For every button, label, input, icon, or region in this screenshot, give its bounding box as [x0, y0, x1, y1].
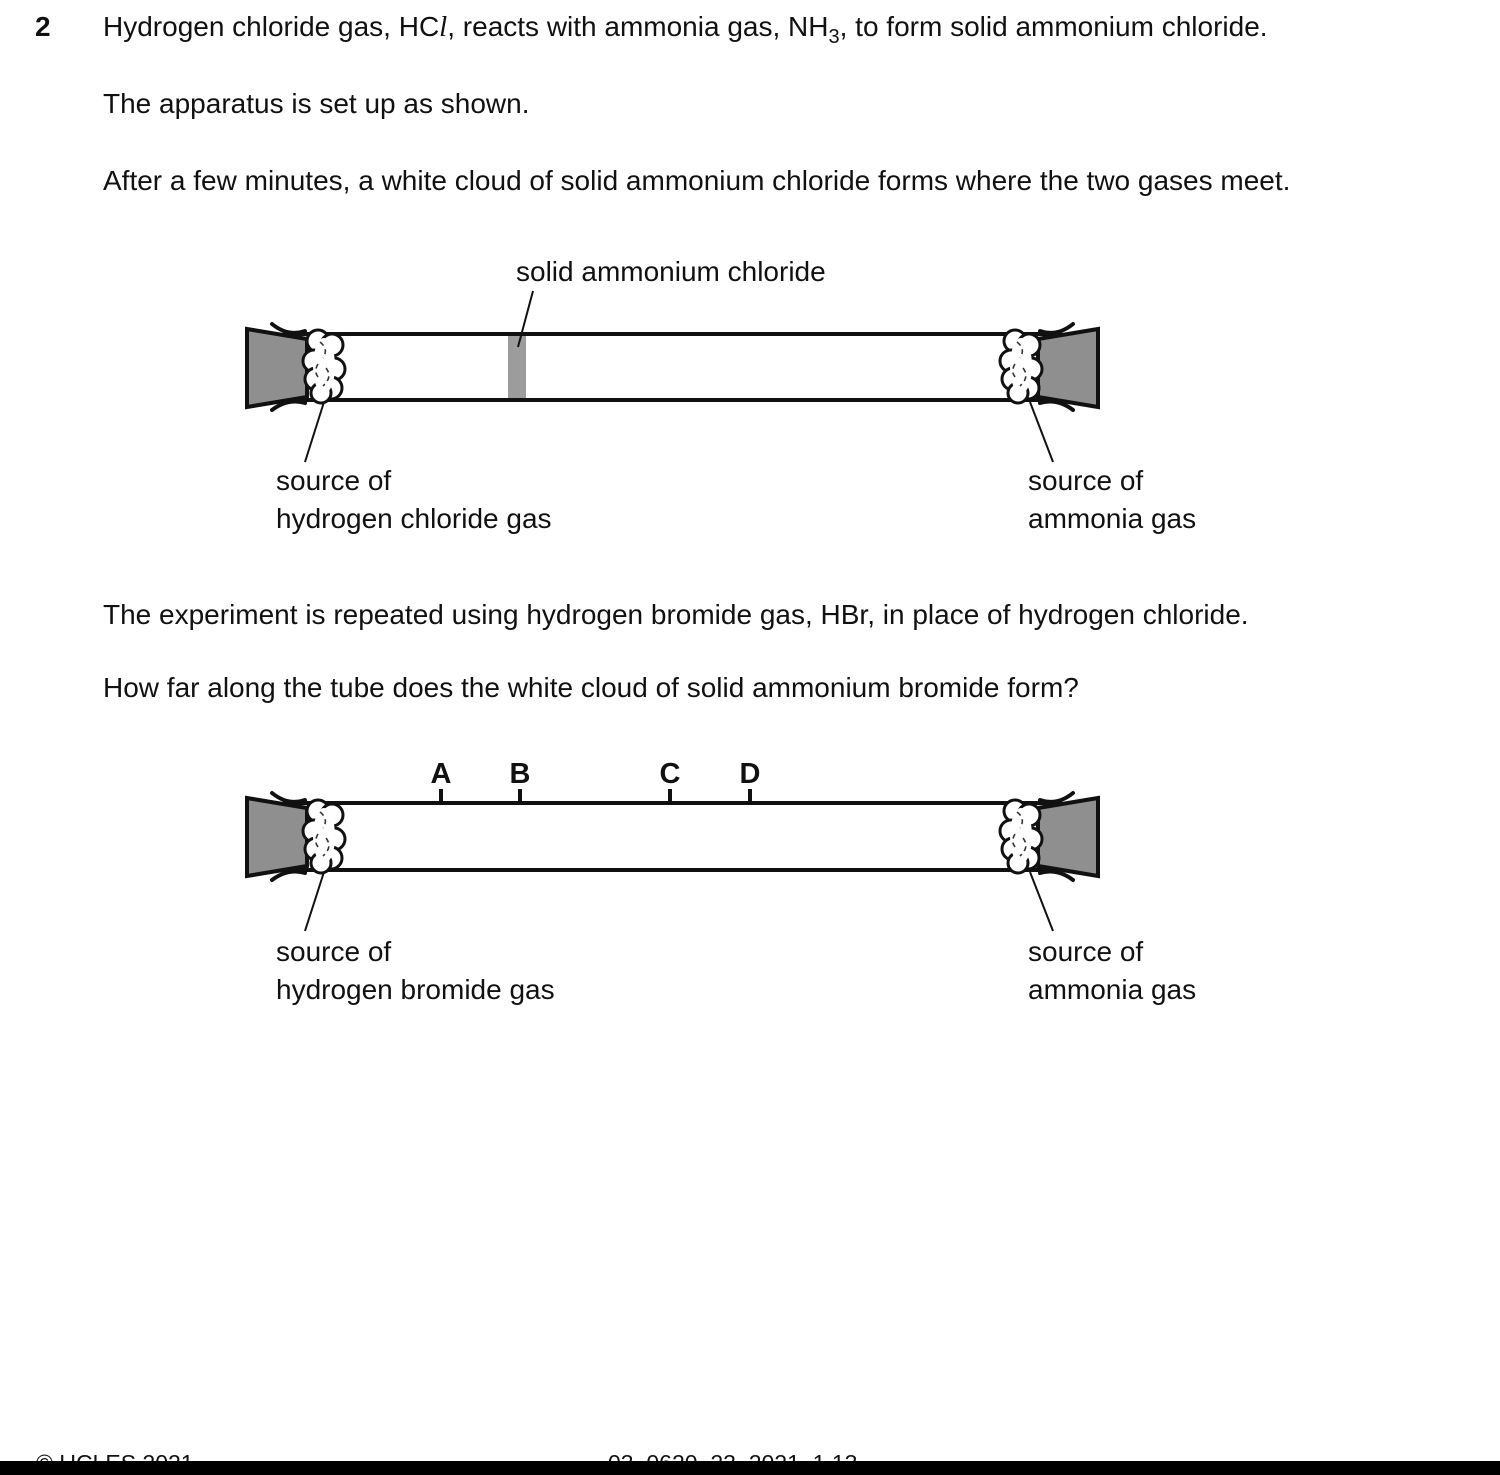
- ammonia-source-label-line2: ammonia gas: [1028, 974, 1197, 1005]
- intro-text-part3: , to form solid ammonium chloride.: [839, 11, 1268, 42]
- hbr-source-label-line2: hydrogen bromide gas: [276, 974, 555, 1005]
- apparatus-statement: The apparatus is set up as shown.: [103, 88, 530, 119]
- right-stopper: [1038, 329, 1098, 407]
- repeat-experiment-statement: The experiment is repeated using hydrogen bromide gas, HBr, in place of hydrogen chloride.: [103, 599, 1249, 630]
- intro-text-part1: Hydrogen chloride gas, HC: [103, 11, 440, 42]
- tube2-right-top-flare: [1040, 793, 1073, 802]
- question-number: 2: [35, 11, 51, 42]
- question-prompt: How far along the tube does the white cloud of solid ammonium bromide form?: [103, 672, 1079, 703]
- marker-d-label: D: [739, 758, 761, 790]
- cotton-wool-right: [1000, 330, 1042, 403]
- white-cloud-statement: After a few minutes, a white cloud of solid ammonium chloride forms where the two gases meet.: [103, 165, 1291, 196]
- tube2-left-top-flare: [272, 793, 305, 802]
- nh3-subscript: 3: [828, 26, 840, 48]
- left-stopper: [247, 798, 307, 876]
- question-intro-paragraph: [103, 10, 1268, 48]
- intro-text-part2: , reacts with ammonia gas, NH: [447, 11, 829, 42]
- right-stopper: [1038, 798, 1098, 876]
- band-label: solid ammonium chloride: [516, 256, 826, 287]
- bottom-scan-bar: [0, 1461, 1500, 1475]
- hcl-source-leader-line: [305, 402, 324, 462]
- hcl-italic-l: l: [439, 11, 448, 43]
- ammonia-source-label-line2: ammonia gas: [1028, 503, 1197, 534]
- tube1-left-top-flare: [272, 324, 305, 333]
- cotton-wool-left: [303, 330, 345, 403]
- tube1-right-top-flare: [1040, 324, 1073, 333]
- ammonia-source-leader-line: [1030, 872, 1053, 931]
- ammonia-source-leader-line: [1030, 402, 1053, 462]
- hbr-source-leader-line: [305, 872, 324, 931]
- solid-ammonium-chloride-band: [508, 336, 526, 398]
- cotton-wool-right: [1000, 800, 1042, 873]
- marker-c-label: C: [659, 758, 681, 790]
- marker-b-label: B: [509, 758, 531, 790]
- hbr-source-label-line1: source of: [276, 936, 392, 967]
- apparatus-diagram-hbr: [200, 750, 1200, 1020]
- marker-a-label: A: [430, 758, 452, 790]
- cotton-wool-left: [303, 800, 345, 873]
- ammonia-source-label-line1: source of: [1028, 936, 1144, 967]
- hcl-source-label-line1: source of: [276, 465, 392, 496]
- ammonia-source-label-line1: source of: [1028, 465, 1144, 496]
- left-stopper: [247, 329, 307, 407]
- apparatus-diagram-hcl: [200, 250, 1200, 545]
- hcl-source-label-line2: hydrogen chloride gas: [276, 503, 552, 534]
